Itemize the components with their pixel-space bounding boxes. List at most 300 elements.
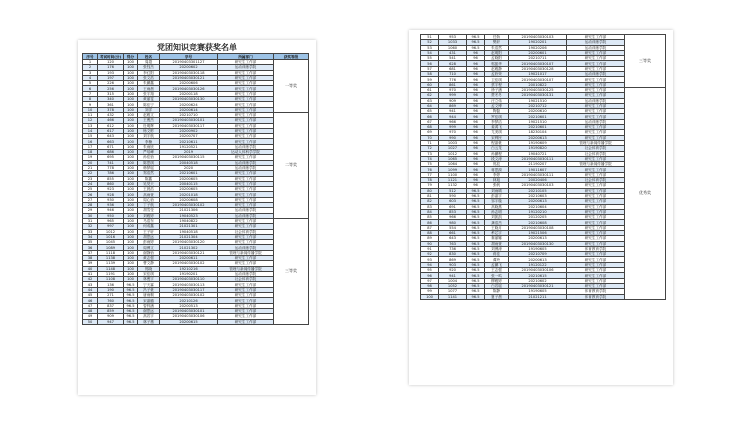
- table-cell: 刘博涛: [485, 246, 509, 251]
- table-cell: 20200613: [509, 257, 567, 262]
- table-cell: 19120521: [160, 144, 218, 149]
- table-cell: 9: [83, 102, 98, 107]
- table-cell: 7: [83, 91, 98, 96]
- table-cell: 研究生工作部: [218, 308, 274, 313]
- table-cell: 彭雨婷: [138, 240, 160, 245]
- table-cell: 20210608: [509, 220, 567, 225]
- table-cell: 830: [439, 252, 467, 257]
- table-cell: 徐子涵: [485, 87, 509, 92]
- table-cell: 28: [83, 203, 98, 208]
- table-cell: 2020: [160, 165, 218, 170]
- table-cell: 运动训练学院: [218, 165, 274, 170]
- table-cell: 96.5: [467, 35, 485, 40]
- table-cell: 1108: [98, 277, 124, 282]
- table-cell: 26: [83, 192, 98, 197]
- table-cell: 谢静怡: [138, 250, 160, 255]
- table-cell: 920: [439, 268, 467, 273]
- table-cell: 20210105: [509, 188, 567, 193]
- table-cell: 20200613: [509, 135, 567, 140]
- table-cell: 643: [439, 236, 467, 241]
- table-cell: 牟芯宇: [485, 230, 509, 235]
- table-cell: 120: [98, 60, 124, 65]
- table-cell: 管理与新闻传播学院: [218, 250, 274, 255]
- table-cell: 20020406: [509, 178, 567, 183]
- table-cell: 20190403030126: [160, 86, 218, 91]
- table-cell: 361: [98, 102, 124, 107]
- table-cell: 193: [98, 70, 124, 75]
- table-cell: 21021302: [160, 245, 218, 250]
- table-cell: 100: [124, 102, 138, 107]
- table-cell: 研究生工作部: [567, 199, 625, 204]
- table-cell: 1012: [439, 151, 467, 156]
- table-cell: 96: [467, 172, 485, 177]
- table-cell: 941: [439, 273, 467, 278]
- table-cell: 96.5: [467, 220, 485, 225]
- table-cell: 研究生工作部: [567, 209, 625, 214]
- table-cell: 190: [98, 287, 124, 292]
- table-cell: 1: [83, 60, 98, 65]
- table-cell: 96.5: [467, 241, 485, 246]
- table-cell: 12: [83, 118, 98, 123]
- table-cell: 96.5: [124, 314, 138, 319]
- table-cell: 汪立伟: [485, 98, 509, 103]
- table-cell: 陈思琪: [138, 160, 160, 165]
- table-cell: 20190403030111: [509, 172, 567, 177]
- table-cell: 71: [421, 140, 439, 145]
- table-cell: 李梦洁: [485, 119, 509, 124]
- table-cell: 研究生工作部: [218, 60, 274, 65]
- prize-level-cell: 三等奖: [274, 218, 309, 324]
- table-cell: 郭辰: [485, 162, 509, 167]
- table-cell: 100: [124, 229, 138, 234]
- table-cell: 96.5: [124, 308, 138, 313]
- table-cell: 卫佳琪: [485, 77, 509, 82]
- table-cell: 837: [98, 303, 124, 308]
- table-cell: 52: [421, 40, 439, 45]
- table-cell: 47: [83, 303, 98, 308]
- table-cell: 96: [467, 114, 485, 119]
- table-cell: 20210601: [160, 171, 218, 176]
- table-cell: 研究生工作部: [218, 70, 274, 75]
- table-cell: 孙鹏程: [485, 151, 509, 156]
- table-cell: 20210712: [509, 103, 567, 108]
- table-cell: 100: [124, 224, 138, 229]
- header-cell: 序号: [83, 54, 98, 60]
- table-cell: 管理与新闻传播学院: [218, 266, 274, 271]
- table-cell: 研究生工作部: [567, 278, 625, 283]
- table-cell: 736: [439, 246, 467, 251]
- table-cell: 100: [124, 155, 138, 160]
- table-cell: 20190403030117: [160, 123, 218, 128]
- table-cell: 100: [124, 218, 138, 223]
- table-cell: 运动训练学院: [218, 65, 274, 70]
- table-cell: 100: [124, 266, 138, 271]
- table-cell: 100: [124, 192, 138, 197]
- table-cell: 张宇翔: [138, 91, 160, 96]
- table-cell: 研究生工作部: [218, 240, 274, 245]
- table-cell: 刘雅婷: [138, 213, 160, 218]
- table-cell: 研究生工作部: [218, 118, 274, 123]
- table-cell: 韩梦瑶: [138, 165, 160, 170]
- table-cell: 体育教育学院: [567, 294, 625, 299]
- table-cell: 20190403030121: [160, 75, 218, 80]
- table-cell: 686: [98, 150, 124, 155]
- table-cell: 19020206: [509, 45, 567, 50]
- table-cell: 58: [421, 72, 439, 77]
- prize-level-cell: 一等奖: [274, 60, 309, 113]
- table-cell: 19011607: [509, 167, 567, 172]
- table-cell: 赵雅文: [138, 112, 160, 117]
- table-cell: 710: [439, 72, 467, 77]
- table-cell: 855: [98, 176, 124, 181]
- table-cell: 66: [421, 114, 439, 119]
- table-cell: 尤美琪: [485, 130, 509, 135]
- table-cell: 96: [467, 66, 485, 71]
- table-cell: 王俊杰: [138, 118, 160, 123]
- table-cell: 20190403030131: [509, 93, 567, 98]
- table-cell: 研究生工作部: [218, 255, 274, 260]
- table-cell: 20200624: [160, 102, 218, 107]
- table-cell: 37: [83, 250, 98, 255]
- table-cell: 100: [124, 150, 138, 155]
- table-cell: 94: [421, 262, 439, 267]
- table-cell: 谭玲: [485, 257, 509, 262]
- table-cell: 20200605: [160, 176, 218, 181]
- table-cell: 590: [439, 193, 467, 198]
- table-cell: 100: [124, 160, 138, 165]
- table-cell: 朱鹏鑫: [138, 81, 160, 86]
- table-cell: 研究生工作部: [218, 287, 274, 292]
- table-cell: 陈佳宁: [138, 102, 160, 107]
- table-cell: 96: [467, 167, 485, 172]
- prize-level-cell: 二等奖: [274, 112, 309, 218]
- table-cell: 刘宇航: [138, 134, 160, 139]
- table-cell: 运动训练学院: [218, 213, 274, 218]
- table-cell: 王雨晨: [138, 86, 160, 91]
- table-cell: 陈鑫: [138, 176, 160, 181]
- table-cell: 100: [124, 261, 138, 266]
- table-cell: 999: [439, 93, 467, 98]
- table-cell: 19021510: [509, 119, 567, 124]
- table-cell: 研究生工作部: [567, 130, 625, 135]
- table-cell: 胡思远: [138, 234, 160, 239]
- table-cell: 冯子豪: [138, 287, 160, 292]
- table-cell: 1077: [439, 289, 467, 294]
- award-table-right: [420, 34, 666, 300]
- table-cell: 93: [421, 257, 439, 262]
- table-cell: 947: [98, 319, 124, 324]
- table-cell: 100: [124, 81, 138, 86]
- table-cell: 李婷: [485, 172, 509, 177]
- table-cell: 44: [83, 287, 98, 292]
- table-cell: 20040115: [160, 181, 218, 186]
- table-cell: 1138: [98, 255, 124, 260]
- table-cell: 白若瑶: [485, 283, 509, 288]
- table-cell: 30: [83, 213, 98, 218]
- table-cell: 20200707: [160, 134, 218, 139]
- table-cell: 体育教育学院: [567, 246, 625, 251]
- table-cell: 高若宇: [138, 314, 160, 319]
- table-cell: 邹宇璇: [485, 199, 509, 204]
- table-cell: 78: [421, 178, 439, 183]
- table-cell: 研究生工作部: [567, 236, 625, 241]
- table-cell: 研究生工作部: [567, 156, 625, 161]
- table-cell: 1139: [98, 261, 124, 266]
- table-cell: 刘凯凯: [485, 215, 509, 220]
- table-cell: 20210601: [509, 114, 567, 119]
- table-cell: 研究生工作部: [567, 103, 625, 108]
- table-cell: 20200613: [509, 199, 567, 204]
- table-cell: 96.5: [467, 199, 485, 204]
- table-cell: 853: [439, 209, 467, 214]
- table-cell: 100: [124, 134, 138, 139]
- table-cell: 84: [421, 209, 439, 214]
- award-table-left: [82, 53, 309, 325]
- table-cell: 13: [83, 123, 98, 128]
- table-cell: 1045: [98, 240, 124, 245]
- table-cell: 黄丽雯: [138, 97, 160, 102]
- table-cell: 20040518: [160, 160, 218, 165]
- table-cell: 96.5: [467, 268, 485, 273]
- table-cell: 1033: [439, 40, 467, 45]
- table-cell: 67: [421, 119, 439, 124]
- table-cell: 丁子航: [138, 203, 160, 208]
- table-cell: 643: [98, 134, 124, 139]
- table-cell: 96.5: [467, 40, 485, 45]
- table-cell: 研究生工作部: [218, 139, 274, 144]
- table-cell: 19021506: [509, 230, 567, 235]
- table-cell: 861: [439, 82, 467, 87]
- table-cell: 760: [98, 298, 124, 303]
- table-cell: 运动训练学院: [567, 45, 625, 50]
- table-cell: 786: [98, 171, 124, 176]
- table-cell: 42: [83, 277, 98, 282]
- table-cell: 研究生工作部: [567, 204, 625, 209]
- table-cell: 运动训练学院: [218, 144, 274, 149]
- table-cell: 69: [421, 130, 439, 135]
- table-cell: 83: [421, 204, 439, 209]
- table-cell: 64: [421, 103, 439, 108]
- header-cell: 所属部门: [218, 54, 274, 60]
- table-cell: 研究生工作部: [218, 155, 274, 160]
- table-cell: 研究生工作部: [567, 93, 625, 98]
- table-cell: 869: [439, 103, 467, 108]
- table-cell: 100: [124, 75, 138, 80]
- table-cell: 曾梓涵: [138, 303, 160, 308]
- table-cell: 吴昊天: [138, 181, 160, 186]
- table-cell: 19040523: [160, 213, 218, 218]
- table-cell: 928: [98, 192, 124, 197]
- prize-level-cell: 三等奖: [625, 35, 666, 88]
- table-cell: 段文涛: [485, 156, 509, 161]
- table-cell: 36: [83, 245, 98, 250]
- table-cell: 20190403030106: [160, 314, 218, 319]
- table-cell: 朱雨欣: [138, 144, 160, 149]
- table-cell: 941: [439, 109, 467, 114]
- table-cell: 19120122: [509, 262, 567, 267]
- table-cell: 管理与新闻传播学院: [567, 140, 625, 145]
- table-cell: 96: [467, 103, 485, 108]
- table-cell: 20200605: [160, 187, 218, 192]
- table-cell: 社会体育学院: [218, 277, 274, 282]
- table-cell: 96: [467, 98, 485, 103]
- table-cell: 20190403030107: [509, 77, 567, 82]
- table-cell: 41: [83, 271, 98, 276]
- table-cell: 966: [439, 215, 467, 220]
- table-cell: 31: [83, 218, 98, 223]
- table-cell: 76: [421, 167, 439, 172]
- table-cell: 466: [98, 118, 124, 123]
- table-cell: 431: [439, 50, 467, 55]
- table-cell: 陶磊: [485, 109, 509, 114]
- table-cell: 柳雅婷: [485, 278, 509, 283]
- document-title: 党团知识竞赛获奖名单: [157, 42, 237, 52]
- table-cell: 研究生工作部: [567, 172, 625, 177]
- table-cell: 8: [83, 97, 98, 102]
- table-cell: 950: [98, 213, 124, 218]
- table-cell: 宋利民: [485, 135, 509, 140]
- table-cell: 82: [421, 199, 439, 204]
- table-cell: 社会体育学院: [567, 151, 625, 156]
- table-cell: 20190403030120: [160, 240, 218, 245]
- table-cell: 20190403030113: [160, 282, 218, 287]
- table-cell: 朱浩然: [485, 45, 509, 50]
- table-cell: 14: [83, 128, 98, 133]
- table-cell: 96.5: [467, 257, 485, 262]
- table-cell: 林子墨: [138, 319, 160, 324]
- table-cell: 96.5: [467, 225, 485, 230]
- table-cell: 研究生工作部: [218, 128, 274, 133]
- table-cell: 20190403030125: [509, 87, 567, 92]
- table-cell: 100: [124, 213, 138, 218]
- table-cell: 100: [421, 294, 439, 299]
- table-cell: 20200902: [160, 128, 218, 133]
- table-cell: 39: [83, 261, 98, 266]
- table-cell: 20190403030107: [509, 61, 567, 66]
- table-cell: 56: [421, 61, 439, 66]
- table-cell: 20190403030108: [509, 225, 567, 230]
- table-cell: 20190403030121: [160, 250, 218, 255]
- table-cell: 23: [83, 176, 98, 181]
- table-cell: 孙佳怡: [138, 155, 160, 160]
- table-cell: 612: [98, 123, 124, 128]
- prize-level-cell: 优秀奖: [625, 87, 666, 299]
- table-cell: 21021306: [160, 208, 218, 213]
- table-cell: 96: [467, 140, 485, 145]
- table-cell: 70: [421, 135, 439, 140]
- table-cell: 96: [467, 82, 485, 87]
- table-cell: 研究生工作部: [567, 241, 625, 246]
- table-cell: 1121: [439, 178, 467, 183]
- table-cell: 20210604: [509, 204, 567, 209]
- table-cell: 郑浩然: [138, 171, 160, 176]
- table-cell: 315: [98, 91, 124, 96]
- document-page-left: [78, 40, 316, 395]
- table-cell: 19190201: [160, 271, 218, 276]
- table-cell: 999: [439, 125, 467, 130]
- table-cell: 刘雨晴: [485, 188, 509, 193]
- table-cell: 96: [467, 135, 485, 140]
- table-cell: 研究生工作部: [218, 218, 274, 223]
- table-cell: 王晨浩: [138, 187, 160, 192]
- table-cell: 100: [124, 165, 138, 170]
- table-cell: 96.5: [124, 282, 138, 287]
- table-cell: 1118: [98, 250, 124, 255]
- table-cell: 王志强: [485, 268, 509, 273]
- table-cell: 运动训练学院: [567, 72, 625, 77]
- table-cell: 研究生工作部: [218, 81, 274, 86]
- table-cell: 运动训练学院: [218, 271, 274, 276]
- table-cell: 1141: [439, 294, 467, 299]
- table-cell: 5: [83, 81, 98, 86]
- table-cell: 96.5: [467, 236, 485, 241]
- table-cell: 19190605: [509, 246, 567, 251]
- table-cell: 唐雨桐: [138, 293, 160, 298]
- table-cell: 李红阳: [138, 70, 160, 75]
- table-cell: 张文浩: [138, 75, 160, 80]
- table-cell: 671: [98, 144, 124, 149]
- table-cell: 990: [439, 135, 467, 140]
- table-cell: 100: [124, 97, 138, 102]
- table-cell: 96.5: [467, 230, 485, 235]
- table-cell: 林俊宇: [138, 277, 160, 282]
- table-cell: 86: [421, 220, 439, 225]
- table-cell: 19021510: [509, 98, 567, 103]
- table-cell: 20190403030101: [160, 308, 218, 313]
- table-cell: 黄志强: [138, 255, 160, 260]
- table-cell: 74: [421, 156, 439, 161]
- table-cell: 62: [421, 93, 439, 98]
- table-cell: 1148: [98, 266, 124, 271]
- table-cell: 20190403030110: [160, 277, 218, 282]
- table-cell: 20200608: [160, 197, 218, 202]
- table-cell: 100: [124, 250, 138, 255]
- table-cell: 研究生工作部: [218, 234, 274, 239]
- table-cell: 970: [439, 130, 467, 135]
- table-cell: 100: [124, 203, 138, 208]
- table-cell: 19190820: [509, 146, 567, 151]
- table-cell: 860: [98, 181, 124, 186]
- table-cell: 96.5: [467, 204, 485, 209]
- table-cell: 100: [124, 197, 138, 202]
- table-cell: 97: [421, 278, 439, 283]
- table-cell: 研究生工作部: [218, 86, 274, 91]
- table-cell: 96.5: [467, 188, 485, 193]
- table-cell: 20210126: [160, 298, 218, 303]
- table-cell: 研究生工作部: [218, 192, 274, 197]
- table-cell: 61: [421, 87, 439, 92]
- table-cell: 100: [124, 91, 138, 96]
- table-cell: 蒋思源: [485, 167, 509, 172]
- table-cell: 96.5: [467, 289, 485, 294]
- table-cell: 96.5: [467, 215, 485, 220]
- table-cell: 宋佳琪: [138, 271, 160, 276]
- table-cell: 罗佳琪: [485, 114, 509, 119]
- table-cell: 10: [83, 107, 98, 112]
- table-cell: 20210603: [509, 193, 567, 198]
- table-cell: 20190403030102: [160, 293, 218, 298]
- table-cell: 96: [467, 162, 485, 167]
- table-cell: 603: [439, 199, 467, 204]
- table-cell: 20200118: [160, 91, 218, 96]
- table-cell: 100: [124, 128, 138, 133]
- table-cell: 96.5: [467, 294, 485, 299]
- table-cell: 研究生工作部: [218, 176, 274, 181]
- table-cell: 20190403030103: [509, 183, 567, 188]
- table-cell: 林旭: [485, 178, 509, 183]
- table-cell: 946: [98, 208, 124, 213]
- table-cell: 胡雨萱: [485, 241, 509, 246]
